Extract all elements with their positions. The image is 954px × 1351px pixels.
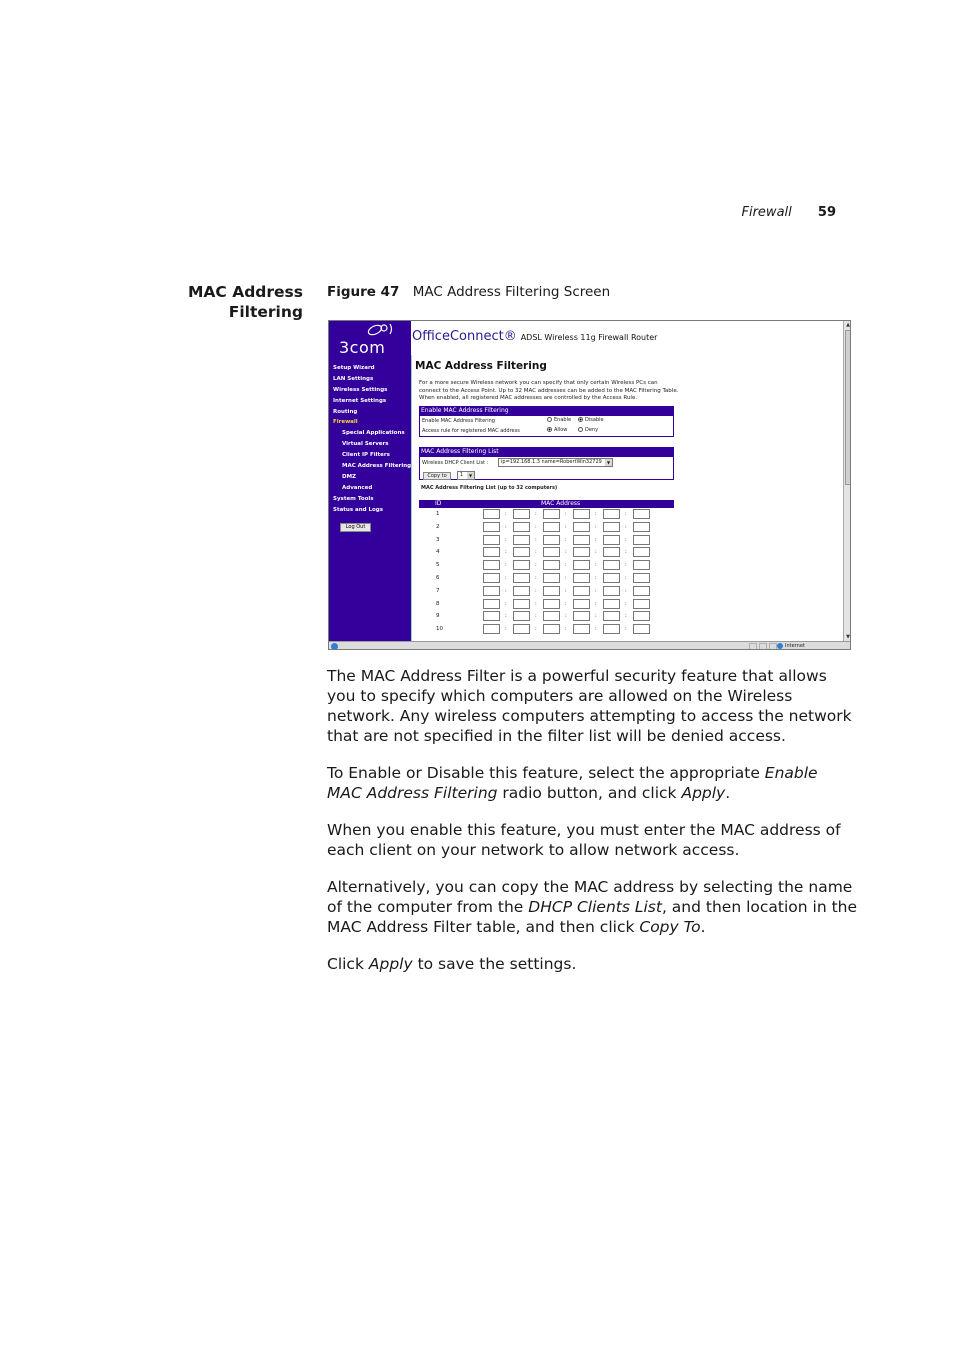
- mac-octet-input[interactable]: [543, 624, 560, 634]
- mac-separator: :: [595, 574, 597, 581]
- mac-octet-input[interactable]: [573, 599, 590, 609]
- mac-octet-input[interactable]: [603, 509, 620, 519]
- mac-separator: :: [505, 574, 507, 581]
- mac-separator: :: [535, 626, 537, 633]
- dhcp-client-value: ip=192.168.1.3 name=RobertWin32729: [501, 459, 602, 465]
- mac-octet-input[interactable]: [513, 573, 530, 583]
- mac-separator: :: [595, 523, 597, 530]
- logout-button[interactable]: Log Out: [340, 523, 371, 532]
- mac-separator: :: [505, 549, 507, 556]
- mac-separator: :: [535, 562, 537, 569]
- table-row: [419, 585, 674, 598]
- mac-octet-input[interactable]: [633, 611, 650, 621]
- mac-separator: :: [505, 511, 507, 517]
- mac-octet-input[interactable]: [483, 560, 500, 570]
- mac-separator: :: [505, 613, 507, 620]
- deny-radio[interactable]: [578, 427, 598, 433]
- mac-octet-input[interactable]: [513, 547, 530, 557]
- paragraph-text: When you enable this feature, you must enter the MAC address of each client on your network to allow network access.: [327, 821, 841, 859]
- mac-octet-input[interactable]: [603, 560, 620, 570]
- mac-separator: :: [625, 600, 627, 607]
- radio-icon: [578, 427, 583, 432]
- mac-octet-input[interactable]: [603, 573, 620, 583]
- copy-to-value: 1: [460, 472, 464, 478]
- mac-octet-input[interactable]: [483, 611, 500, 621]
- access-rule-label: Access rule for registered MAC address: [422, 428, 520, 434]
- nav-item[interactable]: Internet Settings: [333, 397, 387, 404]
- mac-octet-input[interactable]: [513, 535, 530, 545]
- internet-zone-label: Internet: [785, 643, 805, 649]
- mac-separator: :: [595, 511, 597, 517]
- mac-octet-input[interactable]: [543, 573, 560, 583]
- body-text: [327, 666, 857, 991]
- mac-octet-input[interactable]: [483, 535, 500, 545]
- status-segment: [749, 643, 757, 650]
- scroll-thumb[interactable]: [845, 330, 851, 485]
- nav-item[interactable]: MAC Address Filtering: [342, 463, 412, 470]
- mac-octet-input[interactable]: [573, 586, 590, 596]
- mac-octet-input[interactable]: [543, 586, 560, 596]
- row-id: 2: [436, 523, 440, 530]
- radio-selected-icon: [547, 427, 552, 432]
- mac-octet-input[interactable]: [603, 547, 620, 557]
- mac-separator: :: [565, 562, 567, 569]
- mac-separator: :: [505, 562, 507, 569]
- list-section-box: [419, 456, 674, 480]
- mac-separator: :: [625, 626, 627, 633]
- mac-separator: :: [505, 626, 507, 633]
- row-id: 9: [436, 613, 440, 620]
- mac-octet-input[interactable]: [603, 611, 620, 621]
- radio-icon: [547, 417, 552, 422]
- table-row: [419, 521, 674, 534]
- mac-octet-input[interactable]: [543, 599, 560, 609]
- col-id-header: ID: [435, 500, 442, 507]
- emphasis-text: Apply: [681, 784, 726, 802]
- running-head-section: Firewall: [741, 205, 792, 220]
- disable-radio-label: Disable: [585, 417, 604, 423]
- mac-separator: :: [595, 562, 597, 569]
- mac-octet-input[interactable]: [513, 509, 530, 519]
- product-name: ADSL Wireless 11g Firewall Router: [520, 333, 658, 342]
- mac-separator: :: [505, 587, 507, 594]
- mac-octet-input[interactable]: [603, 586, 620, 596]
- enable-section-box: [419, 415, 674, 437]
- router-intro-text: For a more secure Wireless network you can specify that only certain Wireless PCs can connect to the Access Point. Up to 32 MAC addresses can be added to the MAC Filtering Table. When enabled, all registered MAC addresses are controlled by the Access Rule.: [419, 380, 679, 402]
- nav-item[interactable]: Advanced: [342, 484, 373, 491]
- mac-octet-input[interactable]: [483, 624, 500, 634]
- row-id: 5: [436, 562, 440, 569]
- figure-caption-text: MAC Address Filtering Screen: [412, 284, 611, 300]
- mac-separator: :: [565, 523, 567, 530]
- mac-octet-input[interactable]: [573, 535, 590, 545]
- table-row: [419, 623, 674, 636]
- table-row: [419, 559, 674, 572]
- paragraph-text: Alternatively, you can copy the MAC address by selecting the name of the computer from the: [327, 878, 853, 916]
- mac-octet-input[interactable]: [573, 611, 590, 621]
- mac-octet-input[interactable]: [543, 560, 560, 570]
- mac-octet-input[interactable]: [513, 624, 530, 634]
- mac-separator: :: [565, 587, 567, 594]
- router-nav-list: [329, 363, 411, 515]
- mac-octet-input[interactable]: [633, 522, 650, 532]
- 3com-logo-text: 3com: [339, 338, 386, 357]
- mac-separator: :: [625, 549, 627, 556]
- mac-separator: :: [535, 574, 537, 581]
- enable-radio-label: Enable: [554, 417, 572, 423]
- mac-octet-input[interactable]: [603, 624, 620, 634]
- row-id: 10: [436, 626, 443, 633]
- nav-item[interactable]: LAN Settings: [333, 375, 374, 382]
- mac-separator: :: [625, 523, 627, 530]
- paragraph-text: , and then location in the MAC Address Filter table, and then click: [327, 898, 858, 936]
- row-id: 4: [436, 549, 440, 556]
- mac-separator: :: [595, 600, 597, 607]
- router-sidebar: [329, 321, 411, 641]
- mac-octet-input[interactable]: [483, 509, 500, 519]
- paragraph-text: .: [725, 784, 731, 802]
- mac-octet-input[interactable]: [633, 599, 650, 609]
- section-heading-line2: Filtering: [228, 303, 303, 321]
- mac-octet-input[interactable]: [543, 547, 560, 557]
- mac-octet-input[interactable]: [633, 560, 650, 570]
- mac-octet-input[interactable]: [513, 522, 530, 532]
- scroll-down-icon[interactable]: ▼: [846, 634, 850, 640]
- nav-item[interactable]: Special Applications: [342, 430, 405, 437]
- nav-item[interactable]: Firewall: [333, 419, 358, 426]
- body-paragraph: [327, 877, 857, 937]
- page-number: 59: [817, 205, 836, 220]
- status-segment: [759, 643, 767, 650]
- mac-octet-input[interactable]: [483, 586, 500, 596]
- router-brand: [412, 329, 657, 344]
- router-screenshot: [328, 320, 851, 650]
- table-row: [419, 534, 674, 547]
- mac-separator: :: [595, 587, 597, 594]
- filter-table-body: [419, 508, 674, 641]
- section-heading-line1: MAC Address: [188, 283, 303, 301]
- list-section-header: MAC Address Filtering List: [419, 447, 674, 456]
- mac-octet-input[interactable]: [543, 535, 560, 545]
- mac-separator: :: [625, 613, 627, 620]
- mac-separator: :: [565, 574, 567, 581]
- 3com-logo-icon: [365, 322, 395, 336]
- mac-octet-input[interactable]: [543, 522, 560, 532]
- figure-label: Figure 47: [327, 284, 400, 300]
- mac-octet-input[interactable]: [633, 573, 650, 583]
- filter-table-header: [419, 500, 674, 508]
- enable-filter-label: Enable MAC Address Filtering: [422, 418, 495, 424]
- mac-octet-input[interactable]: [513, 586, 530, 596]
- emphasis-text: Copy To: [639, 918, 701, 936]
- enable-section-header: Enable MAC Address Filtering: [419, 406, 674, 415]
- mac-separator: :: [565, 511, 567, 517]
- mac-octet-input[interactable]: [633, 535, 650, 545]
- mac-separator: :: [535, 587, 537, 594]
- mac-octet-input[interactable]: [483, 547, 500, 557]
- chevron-down-icon: ▼: [606, 460, 611, 465]
- section-heading: [150, 282, 303, 322]
- row-id: 6: [436, 574, 440, 581]
- paragraph-text: The MAC Address Filter is a powerful security feature that allows you to specify which computers are allowed on the Wireless network. Any wireless computers attempting to access the network that are not specified in the filter list will be denied access.: [327, 667, 852, 745]
- radio-selected-icon: [578, 417, 583, 422]
- emphasis-text: Apply: [368, 955, 413, 973]
- mac-separator: :: [535, 600, 537, 607]
- row-id: 3: [436, 536, 440, 543]
- internet-zone-icon: [777, 643, 783, 649]
- mac-octet-input[interactable]: [603, 599, 620, 609]
- mac-separator: :: [625, 587, 627, 594]
- mac-octet-input[interactable]: [513, 599, 530, 609]
- mac-separator: :: [625, 562, 627, 569]
- body-paragraph: [327, 954, 857, 974]
- paragraph-text: To Enable or Disable this feature, select the appropriate: [327, 764, 765, 782]
- paragraph-text: radio button, and click: [497, 784, 682, 802]
- mac-octet-input[interactable]: [513, 611, 530, 621]
- nav-item[interactable]: System Tools: [333, 495, 374, 502]
- mac-octet-input[interactable]: [633, 586, 650, 596]
- mac-octet-input[interactable]: [633, 624, 650, 634]
- body-paragraph: [327, 763, 857, 803]
- nav-item[interactable]: Virtual Servers: [342, 441, 389, 448]
- mac-separator: :: [595, 626, 597, 633]
- mac-separator: :: [565, 536, 567, 543]
- mac-octet-input[interactable]: [543, 509, 560, 519]
- disable-radio[interactable]: [578, 417, 604, 423]
- mac-octet-input[interactable]: [573, 547, 590, 557]
- emphasis-text: Enable MAC Address Filtering: [327, 764, 818, 802]
- router-content: [412, 355, 843, 641]
- mac-octet-input[interactable]: [603, 522, 620, 532]
- mac-separator: :: [565, 549, 567, 556]
- mac-separator: :: [595, 549, 597, 556]
- running-head: [600, 205, 836, 220]
- table-row: [419, 598, 674, 611]
- nav-item[interactable]: DMZ: [342, 473, 357, 480]
- router-page-title: MAC Address Filtering: [415, 360, 547, 372]
- mac-octet-input[interactable]: [483, 573, 500, 583]
- mac-octet-input[interactable]: [633, 547, 650, 557]
- mac-separator: :: [535, 613, 537, 620]
- status-segment: [769, 643, 777, 650]
- col-mac-header: MAC Address: [541, 500, 581, 507]
- mac-separator: :: [625, 536, 627, 543]
- mac-octet-input[interactable]: [483, 599, 500, 609]
- deny-radio-label: Deny: [585, 427, 599, 433]
- mac-separator: :: [565, 600, 567, 607]
- dhcp-client-label: Wireless DHCP Client List :: [422, 460, 489, 466]
- mac-separator: :: [625, 574, 627, 581]
- mac-octet-input[interactable]: [603, 535, 620, 545]
- mac-separator: :: [535, 511, 537, 517]
- mac-separator: :: [535, 549, 537, 556]
- enable-radio[interactable]: [547, 417, 571, 423]
- mac-separator: :: [565, 626, 567, 633]
- paragraph-text: to save the settings.: [412, 955, 577, 973]
- allow-radio[interactable]: [547, 427, 567, 433]
- table-row: [419, 572, 674, 585]
- mac-octet-input[interactable]: [573, 522, 590, 532]
- mac-separator: :: [595, 613, 597, 620]
- mac-separator: :: [505, 600, 507, 607]
- body-paragraph: [327, 820, 857, 860]
- mac-octet-input[interactable]: [513, 560, 530, 570]
- mac-separator: :: [595, 536, 597, 543]
- mac-octet-input[interactable]: [633, 509, 650, 519]
- vertical-scrollbar[interactable]: [843, 321, 851, 641]
- chevron-down-icon: ▼: [468, 473, 473, 478]
- nav-item[interactable]: Status and Logs: [333, 506, 384, 513]
- paragraph-text: Click: [327, 955, 369, 973]
- table-row: [419, 610, 674, 623]
- body-paragraph: [327, 666, 857, 746]
- mac-octet-input[interactable]: [573, 509, 590, 519]
- brand-name: OfficeConnect®: [412, 329, 517, 344]
- filter-table-label: MAC Address Filtering List (up to 32 computers): [421, 485, 558, 491]
- mac-octet-input[interactable]: [573, 573, 590, 583]
- mac-separator: :: [505, 536, 507, 543]
- copy-to-select[interactable]: [457, 471, 475, 480]
- row-id: 1: [436, 511, 440, 517]
- paragraph-text: .: [700, 918, 706, 936]
- allow-radio-label: Allow: [554, 427, 568, 433]
- mac-separator: :: [535, 523, 537, 530]
- mac-octet-input[interactable]: [573, 624, 590, 634]
- mac-separator: :: [505, 523, 507, 530]
- row-id: 7: [436, 587, 440, 594]
- figure-caption: [327, 284, 610, 300]
- row-id: 8: [436, 600, 440, 607]
- mac-octet-input[interactable]: [543, 611, 560, 621]
- table-row: [419, 508, 674, 521]
- dhcp-client-select[interactable]: [498, 458, 613, 467]
- scroll-up-icon[interactable]: ▲: [846, 322, 850, 328]
- mac-separator: :: [535, 536, 537, 543]
- mac-octet-input[interactable]: [483, 522, 500, 532]
- nav-item[interactable]: Client IP Filters: [342, 452, 390, 459]
- nav-item[interactable]: Setup Wizard: [333, 365, 375, 371]
- emphasis-text: DHCP Clients List: [528, 898, 662, 916]
- copy-to-button[interactable]: Copy to: [423, 472, 451, 480]
- page-status-icon: [331, 643, 338, 650]
- nav-item[interactable]: Routing: [333, 408, 358, 415]
- table-row: [419, 546, 674, 559]
- browser-status-bar: [329, 641, 851, 650]
- mac-separator: :: [625, 511, 627, 517]
- mac-separator: :: [565, 613, 567, 620]
- mac-octet-input[interactable]: [573, 560, 590, 570]
- nav-item[interactable]: Wireless Settings: [333, 386, 388, 393]
